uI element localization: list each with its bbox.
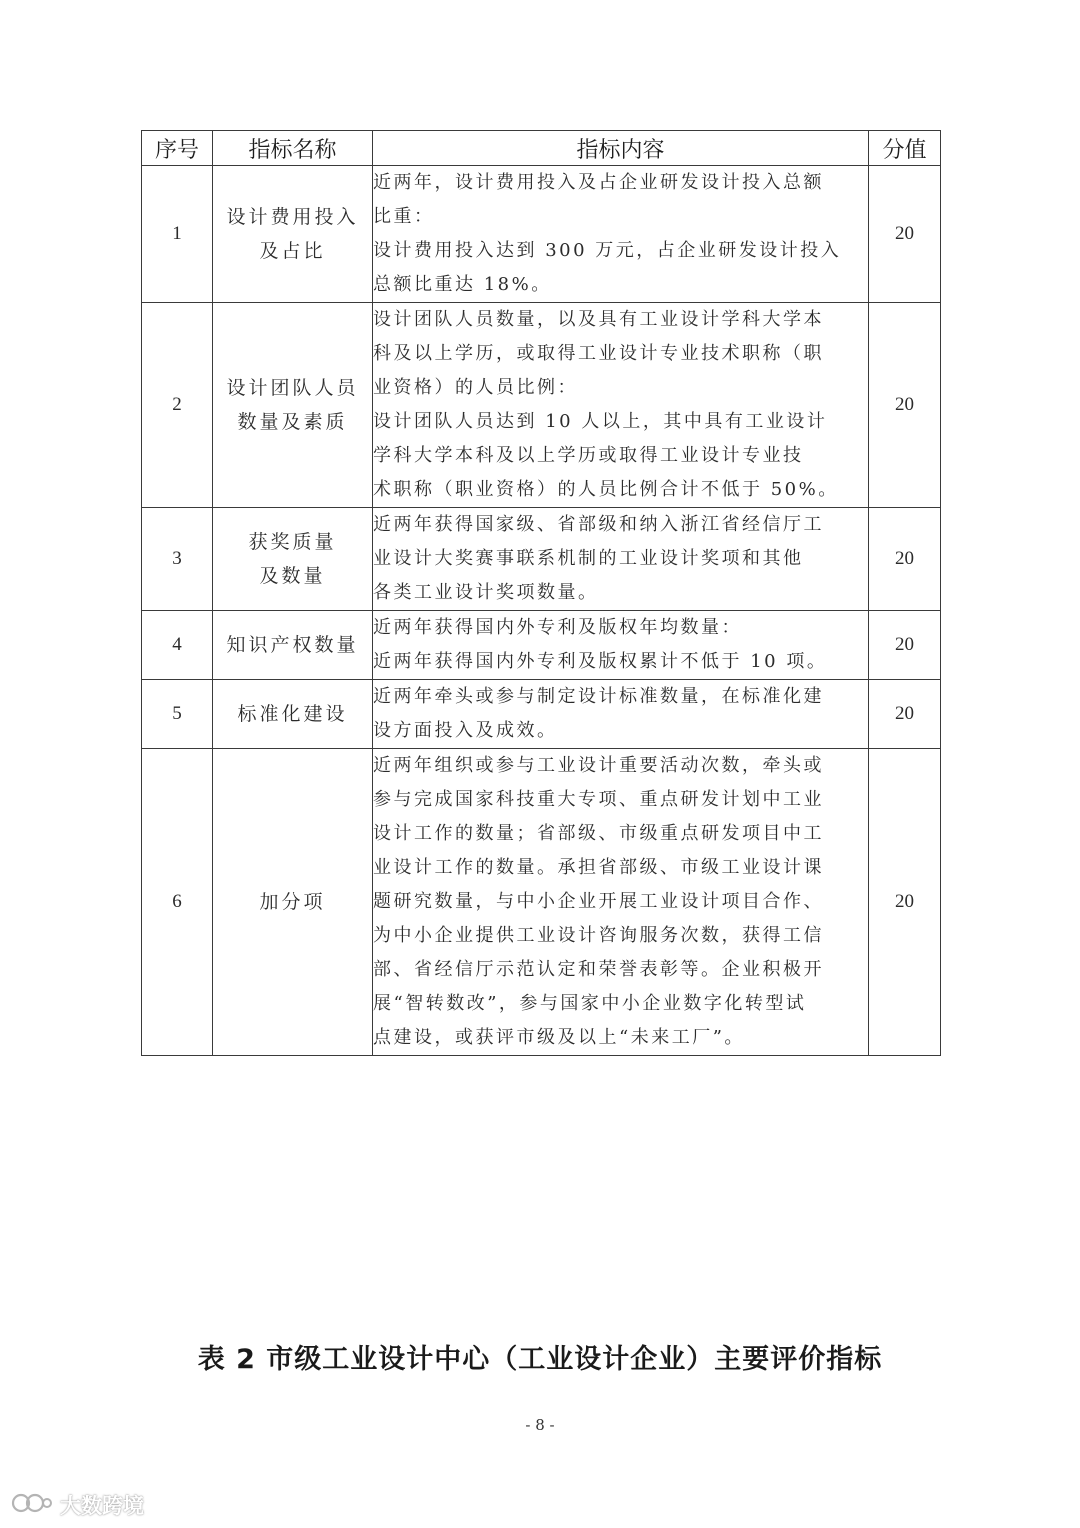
content-line: 设计工作的数量；省部级、市级重点研发项目中工 [373, 823, 824, 844]
content-line: 学科大学本科及以上学历或取得工业设计专业技 [373, 445, 804, 466]
content-line: 参与完成国家科技重大专项、重点研发计划中工业 [373, 789, 824, 810]
evaluation-table [141, 130, 941, 1056]
indicator-content [373, 303, 869, 508]
table-header-row [142, 131, 941, 166]
indicator-name [213, 749, 373, 1056]
content-line: 部、省经信厅示范认定和荣誉表彰等。企业积极开 [373, 959, 824, 980]
indicator-content [373, 680, 869, 749]
indicator-content [373, 611, 869, 680]
content-line: 业设计大奖赛事联系机制的工业设计奖项和其他 [373, 548, 804, 569]
content-line: 比重： [373, 206, 435, 227]
header-indicator-name: 指标名称 [213, 131, 373, 166]
row-number: 2 [142, 303, 213, 508]
content-line: 点建设，或获评市级及以上“未来工厂”。 [373, 1027, 745, 1048]
indicator-name [213, 508, 373, 611]
content-line: 总额比重达 18%。 [373, 274, 552, 295]
content-line: 近两年组织或参与工业设计重要活动次数，牵头或 [373, 755, 824, 776]
indicator-name [213, 680, 373, 749]
indicator-content [373, 508, 869, 611]
score-value: 20 [869, 680, 941, 749]
indicator-name [213, 611, 373, 680]
content-line: 设计团队人员达到 10 人以上，其中具有工业设计 [373, 411, 828, 432]
score-value: 20 [869, 166, 941, 303]
content-line: 设计团队人员数量，以及具有工业设计学科大学本 [373, 309, 824, 330]
brand-logo-icon [10, 1490, 54, 1520]
indicator-name-line: 设计费用投入 [226, 206, 359, 228]
header-score: 分值 [869, 131, 941, 166]
table-caption: 表 2 市级工业设计中心（工业设计企业）主要评价指标 [197, 1344, 883, 1375]
table-row [142, 303, 941, 508]
indicator-name-line: 及数量 [259, 565, 326, 587]
indicator-name-line: 及占比 [259, 240, 326, 262]
indicator-name-line: 加分项 [259, 891, 326, 913]
content-line: 近两年获得国内外专利及版权累计不低于 10 项。 [373, 651, 828, 672]
row-number: 6 [142, 749, 213, 1056]
content-line: 设方面投入及成效。 [373, 720, 558, 741]
content-line: 近两年获得国家级、省部级和纳入浙江省经信厅工 [373, 514, 824, 535]
table-row [142, 611, 941, 680]
score-value: 20 [869, 749, 941, 1056]
row-number: 4 [142, 611, 213, 680]
content-line: 科及以上学历，或取得工业设计专业技术职称（职 [373, 343, 824, 364]
content-line: 业资格）的人员比例： [373, 377, 578, 398]
table-row [142, 508, 941, 611]
content-line: 题研究数量，与中小企业开展工业设计项目合作、 [373, 891, 824, 912]
indicator-name-line: 标准化建设 [237, 703, 348, 725]
content-line: 近两年牵头或参与制定设计标准数量，在标准化建 [373, 686, 824, 707]
content-line: 展“智转数改”，参与国家中小企业数字化转型试 [373, 993, 807, 1014]
table-row [142, 749, 941, 1056]
content-line: 设计费用投入达到 300 万元，占企业研发设计投入 [373, 240, 842, 261]
content-line: 各类工业设计奖项数量。 [373, 582, 599, 603]
table-row [142, 680, 941, 749]
score-value: 20 [869, 303, 941, 508]
indicator-name-line: 设计团队人员 [226, 377, 359, 399]
indicator-name [213, 303, 373, 508]
indicator-name-line: 知识产权数量 [226, 634, 359, 656]
indicator-name-line: 数量及素质 [237, 411, 348, 433]
indicator-name [213, 166, 373, 303]
table-row [142, 166, 941, 303]
content-line: 术职称（职业资格）的人员比例合计不低于 50%。 [373, 479, 839, 500]
indicator-content [373, 749, 869, 1056]
page-number: - 8 - [525, 1416, 555, 1434]
row-number: 3 [142, 508, 213, 611]
header-indicator-content: 指标内容 [373, 131, 869, 166]
content-line: 近两年，设计费用投入及占企业研发设计投入总额 [373, 172, 824, 193]
row-number: 1 [142, 166, 213, 303]
indicator-content [373, 166, 869, 303]
watermark-text: 大数跨境 [60, 1494, 144, 1518]
row-number: 5 [142, 680, 213, 749]
score-value: 20 [869, 508, 941, 611]
content-line: 近两年获得国内外专利及版权年均数量： [373, 617, 742, 638]
score-value: 20 [869, 611, 941, 680]
content-line: 为中小企业提供工业设计咨询服务次数，获得工信 [373, 925, 824, 946]
watermark [10, 1490, 144, 1520]
header-number: 序号 [142, 131, 213, 166]
indicator-name-line: 获奖质量 [248, 531, 337, 553]
content-line: 业设计工作的数量。承担省部级、市级工业设计课 [373, 857, 824, 878]
